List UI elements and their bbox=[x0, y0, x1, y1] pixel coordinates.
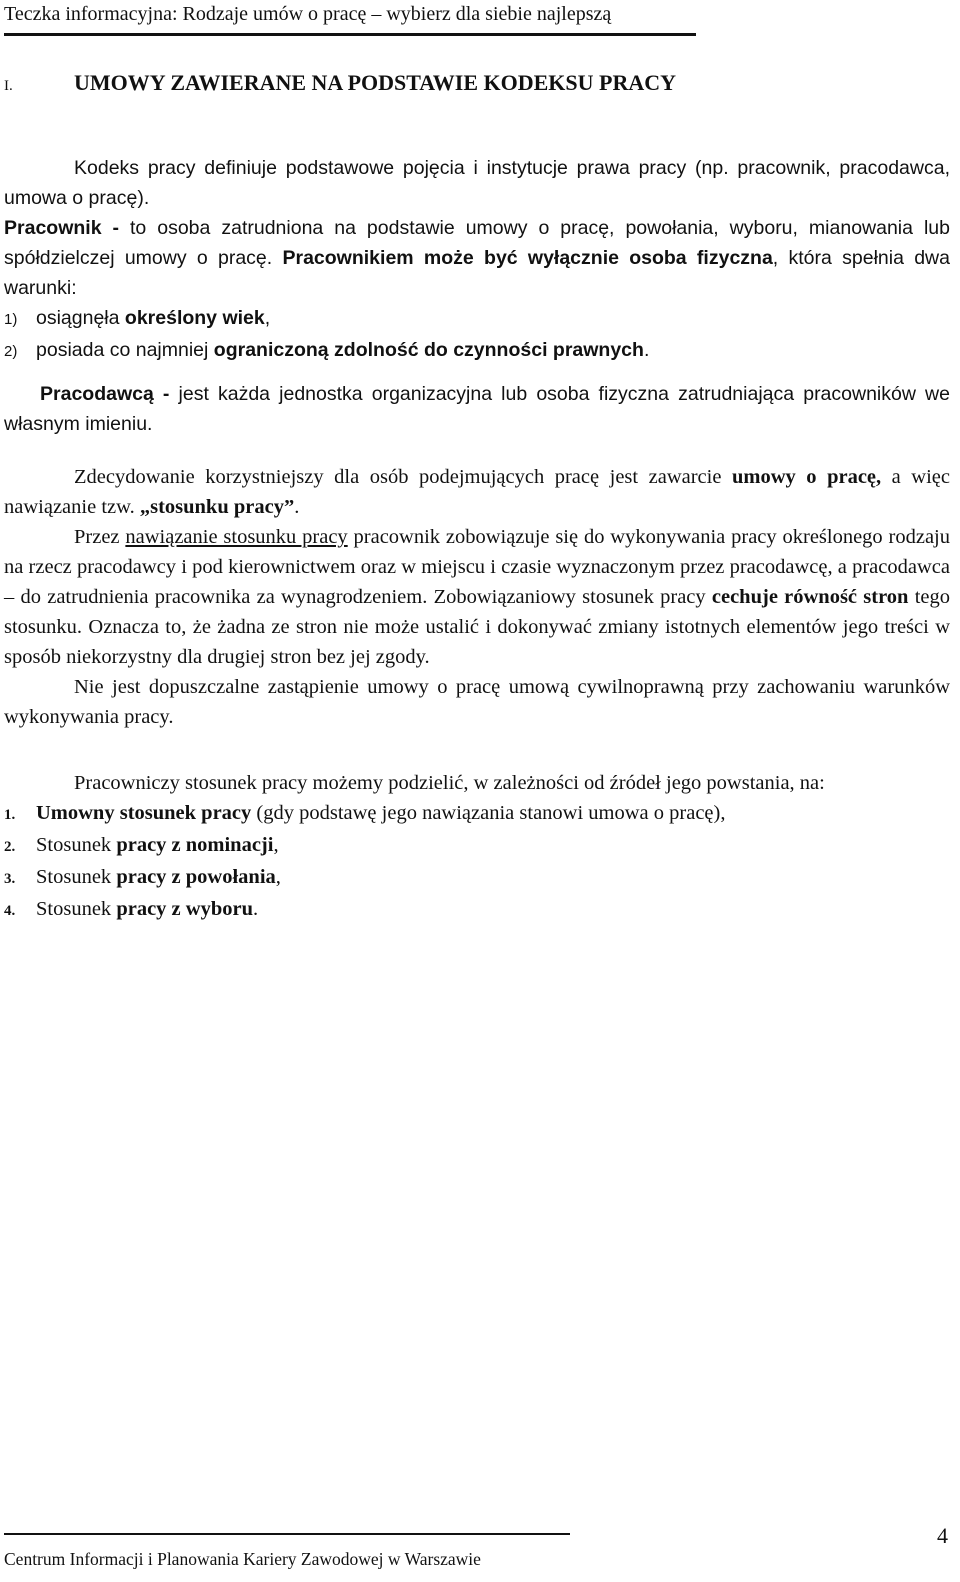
condition-2-bold: ograniczoną zdolność do czynności prawnych bbox=[213, 339, 644, 361]
list-item-number: 4. bbox=[4, 903, 16, 919]
list-item-bold: pracy z wyboru bbox=[116, 898, 253, 920]
list-item-bold: Umowny stosunek pracy bbox=[36, 802, 252, 824]
condition-1-number: 1) bbox=[4, 311, 18, 328]
list-item-post: . bbox=[252, 898, 259, 920]
list-item-post: , bbox=[273, 834, 279, 856]
condition-1-text: osiągnęła bbox=[36, 307, 125, 329]
list-item bbox=[4, 894, 950, 926]
division-block bbox=[4, 768, 950, 926]
division-list bbox=[4, 798, 950, 926]
relation-paragraph-1 bbox=[4, 462, 950, 522]
condition-1 bbox=[4, 303, 950, 335]
relation-paragraph-2 bbox=[4, 522, 950, 672]
relation-end: . bbox=[294, 496, 300, 518]
list-item bbox=[4, 862, 950, 894]
list-item bbox=[4, 798, 950, 830]
employer-term: Pracodawcą - bbox=[40, 383, 170, 405]
employee-term: Pracownik - bbox=[4, 217, 120, 239]
employee-text-2: , która spełnia dwa warunki: bbox=[4, 247, 950, 299]
list-item-number: 3. bbox=[4, 871, 16, 887]
employee-definition bbox=[4, 213, 950, 303]
relation-text: Zdecydowanie korzystniejszy dla osób podejmujących pracę jest zawarcie bbox=[74, 466, 732, 488]
relation-block bbox=[4, 462, 950, 732]
relation-text-2: a więc nawiązanie tzw. bbox=[4, 466, 951, 518]
list-item-number: 1. bbox=[4, 807, 16, 823]
header-title: Teczka informacyjna: Rodzaje umów o pracę – wybierz dla siebie najlepszą bbox=[4, 3, 612, 25]
list-item-number: 2. bbox=[4, 839, 16, 855]
list-item-pre: Stosunek bbox=[36, 834, 117, 856]
relation-p2-bold: cechuje równość stron bbox=[711, 586, 909, 608]
list-item-bold: pracy z powołania bbox=[116, 866, 276, 888]
list-item-post: , bbox=[275, 866, 281, 888]
employer-block bbox=[4, 379, 950, 439]
condition-2-end: . bbox=[643, 339, 650, 361]
condition-2 bbox=[4, 335, 950, 367]
list-item-post: (gdy podstawę jego nawiązania stanowi umowa o pracę), bbox=[251, 802, 726, 824]
condition-2-number: 2) bbox=[4, 343, 18, 360]
relation-bold-2: „stosunku pracy” bbox=[139, 496, 295, 518]
header-rule bbox=[4, 33, 696, 36]
employer-text: jest każda jednostka organizacyjna lub osoba fizyczna zatrudniająca pracowników we własnym imieniu. bbox=[4, 383, 950, 435]
condition-2-text: posiada co najmniej bbox=[36, 339, 214, 361]
section-title: UMOWY ZAWIERANE NA PODSTAWIE KODEKSU PRACY bbox=[74, 70, 677, 95]
list-item-pre: Stosunek bbox=[36, 898, 117, 920]
list-item-bold: pracy z nominacji bbox=[116, 834, 274, 856]
footer-text: Centrum Informacji i Planowania Kariery Zawodowej w Warszawie bbox=[4, 1549, 481, 1569]
relation-p2-text-3: tego stosunku. Oznacza to, że żadna ze stron nie może ustalić i dokonywać zmiany istotnych elementów jego treści w sposób niekorzystny dla drugiej stron bez jej zgody. bbox=[4, 586, 950, 668]
relation-p2-underlined: nawiązanie stosunku pracy bbox=[125, 526, 348, 548]
relation-bold: umowy o pracę, bbox=[731, 466, 882, 488]
condition-1-end: , bbox=[264, 307, 271, 329]
intro-paragraph-1: Kodeks pracy definiuje podstawowe pojęcia i instytucje prawa pracy (np. pracownik, pracodawca, umowa o pracę). bbox=[4, 157, 950, 209]
employee-emphasis: Pracownikiem może być wyłącznie osoba fizyczna bbox=[282, 247, 773, 269]
division-intro: Pracowniczy stosunek pracy możemy podzielić, w zależności od źródeł jego powstania, na: bbox=[74, 772, 825, 794]
employee-text: to osoba zatrudniona na podstawie umowy o pracę, powołania, wyboru, mianowania lub spółdzielczej umowy o pracę. bbox=[4, 217, 950, 269]
relation-paragraph-3: Nie jest dopuszczalne zastąpienie umowy o pracę umową cywilnoprawną przy zachowaniu warunków wykonywania pracy. bbox=[4, 676, 950, 728]
intro-block bbox=[4, 153, 950, 367]
list-item bbox=[4, 830, 950, 862]
employer-definition bbox=[4, 379, 950, 439]
section-number: I. bbox=[4, 78, 13, 94]
condition-1-bold: określony wiek bbox=[124, 307, 265, 329]
section-heading bbox=[4, 68, 944, 101]
relation-p2-text-2: pracownik zobowiązuje się do wykonywania pracy określonego rodzaju na rzecz pracodawcy i pod kierownictwem oraz w miejscu i czasie wyznaczonym przez pracodawcę, a pracodawca – do zatrudnienia pracownika za wynagrodzeniem. Zobowiązaniowy stosunek pracy bbox=[4, 526, 950, 608]
footer-rule bbox=[4, 1533, 570, 1535]
list-item-pre: Stosunek bbox=[36, 866, 117, 888]
page-number: 4 bbox=[937, 1523, 948, 1548]
relation-p2-text: Przez bbox=[74, 526, 126, 548]
